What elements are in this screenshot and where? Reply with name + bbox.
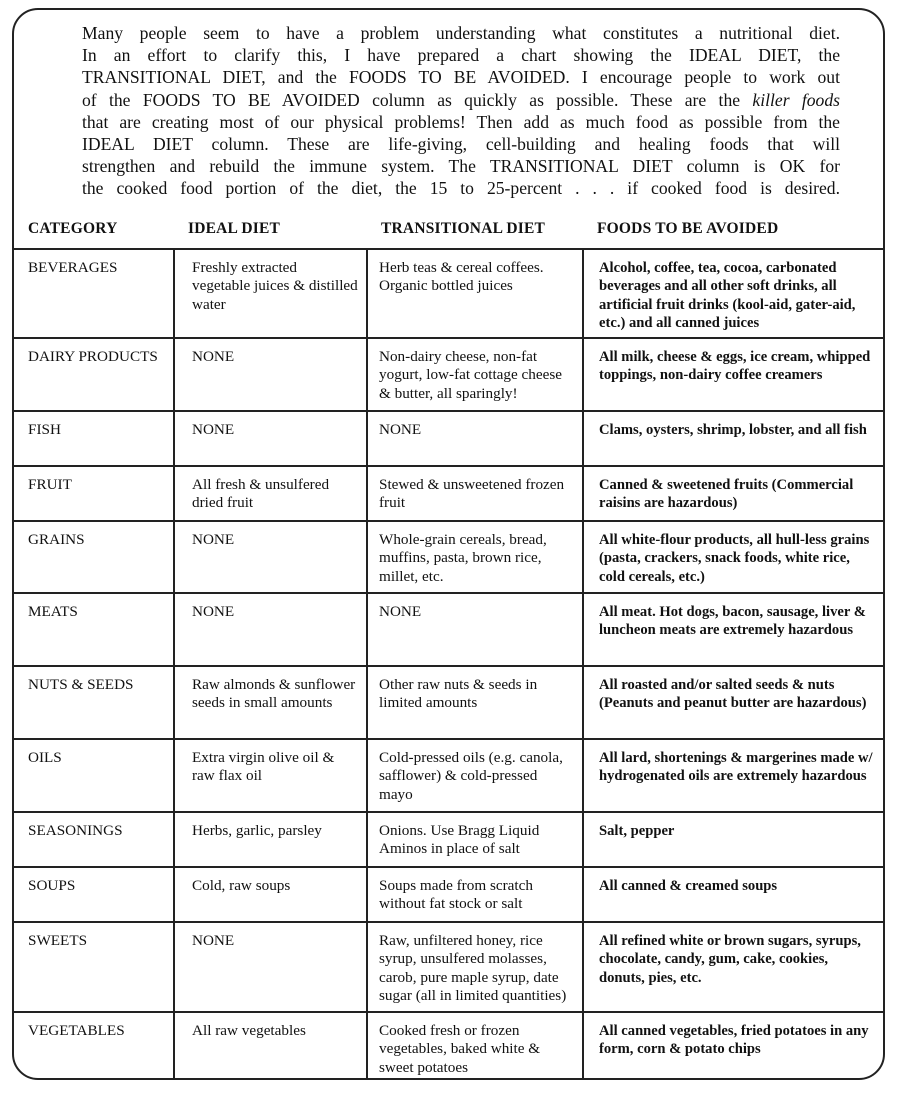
category-cell: BEVERAGES bbox=[14, 249, 174, 338]
table-row bbox=[14, 666, 885, 739]
transitional-diet-cell: Other raw nuts & seeds in limited amounts bbox=[367, 666, 583, 739]
header-foods-to-avoid: FOODS TO BE AVOIDED bbox=[583, 216, 885, 249]
killer-foods-emphasis: killer foods bbox=[752, 89, 841, 110]
diet-table bbox=[14, 216, 885, 1080]
table-row bbox=[14, 521, 885, 593]
category-cell: SEASONINGS bbox=[14, 812, 174, 867]
transitional-diet-cell: Stewed & unsweetened frozen fruit bbox=[367, 466, 583, 521]
intro-line: IDEAL DIET column. These are life-giving, cell-building and healing foods that will bbox=[82, 134, 840, 155]
transitional-diet-cell: NONE bbox=[367, 411, 583, 466]
table-row bbox=[14, 593, 885, 666]
transitional-diet-cell: NONE bbox=[367, 593, 583, 666]
table-row bbox=[14, 739, 885, 812]
transitional-diet-cell: Cold-pressed oils (e.g. canola, safflower) & cold-pressed mayo bbox=[367, 739, 583, 812]
category-cell: FRUIT bbox=[14, 466, 174, 521]
intro-line: strengthen and rebuild the immune system. The TRANSITIONAL DIET column is OK for bbox=[82, 156, 840, 177]
ideal-diet-cell: NONE bbox=[174, 593, 367, 666]
ideal-diet-cell: NONE bbox=[174, 338, 367, 411]
category-cell: VEGETABLES bbox=[28, 1022, 125, 1039]
foods-to-avoid-cell: Clams, oysters, shrimp, lobster, and all fish bbox=[583, 411, 885, 466]
foods-to-avoid-cell: All roasted and/or salted seeds & nuts (Peanuts and peanut butter are hazardous) bbox=[583, 666, 885, 739]
foods-to-avoid-cell: All white-flour products, all hull-less grains (pasta, crackers, snack foods, white rice, cold cereals, etc.) bbox=[583, 521, 885, 593]
table-row bbox=[14, 249, 885, 338]
table-row bbox=[14, 466, 885, 521]
category-cell: NUTS & SEEDS bbox=[14, 666, 174, 739]
transitional-diet-cell: Soups made from scratch without fat stock or salt bbox=[367, 867, 583, 922]
ideal-diet-cell: All raw vegetables bbox=[174, 1012, 367, 1080]
intro-line: Many people seem to have a problem understanding what constitutes a nutritional diet. bbox=[82, 23, 840, 43]
intro-line: TRANSITIONAL DIET, and the FOODS TO BE AVOIDED. I encourage people to work out bbox=[82, 67, 840, 88]
category-cell: DAIRY PRODUCTS bbox=[14, 338, 174, 411]
table-row bbox=[14, 411, 885, 466]
ideal-diet-cell: NONE bbox=[174, 922, 367, 1012]
intro-line: the cooked food portion of the diet, the 15 to 25-percent . . . if cooked food is desired. bbox=[82, 178, 840, 199]
category-cell: OILS bbox=[14, 739, 174, 812]
ideal-diet-cell: Cold, raw soups bbox=[174, 867, 367, 922]
table-row bbox=[14, 812, 885, 867]
category-cell: SWEETS bbox=[14, 922, 174, 1012]
header-ideal-diet: IDEAL DIET bbox=[174, 216, 367, 249]
foods-to-avoid-cell: All meat. Hot dogs, bacon, sausage, liver & luncheon meats are extremely hazardous bbox=[583, 593, 885, 666]
foods-to-avoid-cell: All lard, shortenings & margerines made w/ hydrogenated oils are extremely hazardous bbox=[583, 739, 885, 812]
intro-text: of the FOODS TO BE AVOIDED column as quickly as possible. These are the bbox=[82, 89, 741, 110]
ideal-diet-cell: NONE bbox=[174, 521, 367, 593]
table-row bbox=[14, 922, 885, 1012]
table-row bbox=[14, 338, 885, 411]
foods-to-avoid-cell: All canned vegetables, fried potatoes in any form, corn & potato chips bbox=[583, 1012, 885, 1080]
foods-to-avoid-cell: Alcohol, coffee, tea, cocoa, carbonated beverages and all other soft drinks, all artificial fruit drinks (kool-aid, gater-aid, etc.) and all canned juices bbox=[583, 249, 885, 338]
ideal-diet-cell: Extra virgin olive oil & raw flax oil bbox=[174, 739, 367, 812]
category-cell: FISH bbox=[14, 411, 174, 466]
table-header-row bbox=[14, 216, 885, 249]
ideal-diet-cell: Herbs, garlic, parsley bbox=[174, 812, 367, 867]
transitional-diet-cell: Whole-grain cereals, bread, muffins, pasta, brown rice, millet, etc. bbox=[367, 521, 583, 593]
table-row bbox=[14, 867, 885, 922]
intro-line: that are creating most of our physical problems! Then add as much food as possible from the bbox=[82, 111, 840, 132]
intro-line bbox=[82, 89, 840, 111]
transitional-diet-cell: Onions. Use Bragg Liquid Aminos in place of salt bbox=[367, 812, 583, 867]
header-transitional-diet: TRANSITIONAL DIET bbox=[367, 216, 583, 249]
category-cell: SOUPS bbox=[14, 867, 174, 922]
intro-paragraph bbox=[82, 22, 840, 200]
ideal-diet-cell: NONE bbox=[174, 411, 367, 466]
table-row bbox=[14, 1012, 885, 1080]
category-cell: GRAINS bbox=[14, 521, 174, 593]
transitional-diet-cell: Raw, unfiltered honey, rice syrup, unsulfered molasses, carob, pure maple syrup, date sugar (all in limited quantities) bbox=[367, 922, 583, 1012]
transitional-diet-cell: Non-dairy cheese, non-fat yogurt, low-fat cottage cheese & butter, all sparingly! bbox=[367, 338, 583, 411]
foods-to-avoid-cell: All canned & creamed soups bbox=[583, 867, 885, 922]
ideal-diet-cell: Raw almonds & sunflower seeds in small amounts bbox=[174, 666, 367, 739]
intro-line: In an effort to clarify this, I have prepared a chart showing the IDEAL DIET, the bbox=[82, 45, 840, 66]
diet-chart-frame bbox=[12, 8, 885, 1080]
transitional-diet-cell: Cooked fresh or frozen vegetables, baked white & sweet potatoes bbox=[367, 1012, 583, 1080]
ideal-diet-cell: All fresh & unsulfered dried fruit bbox=[174, 466, 367, 521]
header-category: CATEGORY bbox=[14, 216, 174, 249]
foods-to-avoid-cell: Canned & sweetened fruits (Commercial raisins are hazardous) bbox=[583, 466, 885, 521]
foods-to-avoid-cell: Salt, pepper bbox=[583, 812, 885, 867]
ideal-diet-cell: Freshly extracted vegetable juices & distilled water bbox=[174, 249, 367, 338]
foods-to-avoid-cell: All milk, cheese & eggs, ice cream, whipped toppings, non-dairy coffee creamers bbox=[583, 338, 885, 411]
foods-to-avoid-cell: All refined white or brown sugars, syrups, chocolate, candy, gum, cake, cookies, donuts, pies, etc. bbox=[583, 922, 885, 1012]
transitional-diet-cell: Herb teas & cereal coffees. Organic bottled juices bbox=[367, 249, 583, 338]
category-cell: MEATS bbox=[14, 593, 174, 666]
